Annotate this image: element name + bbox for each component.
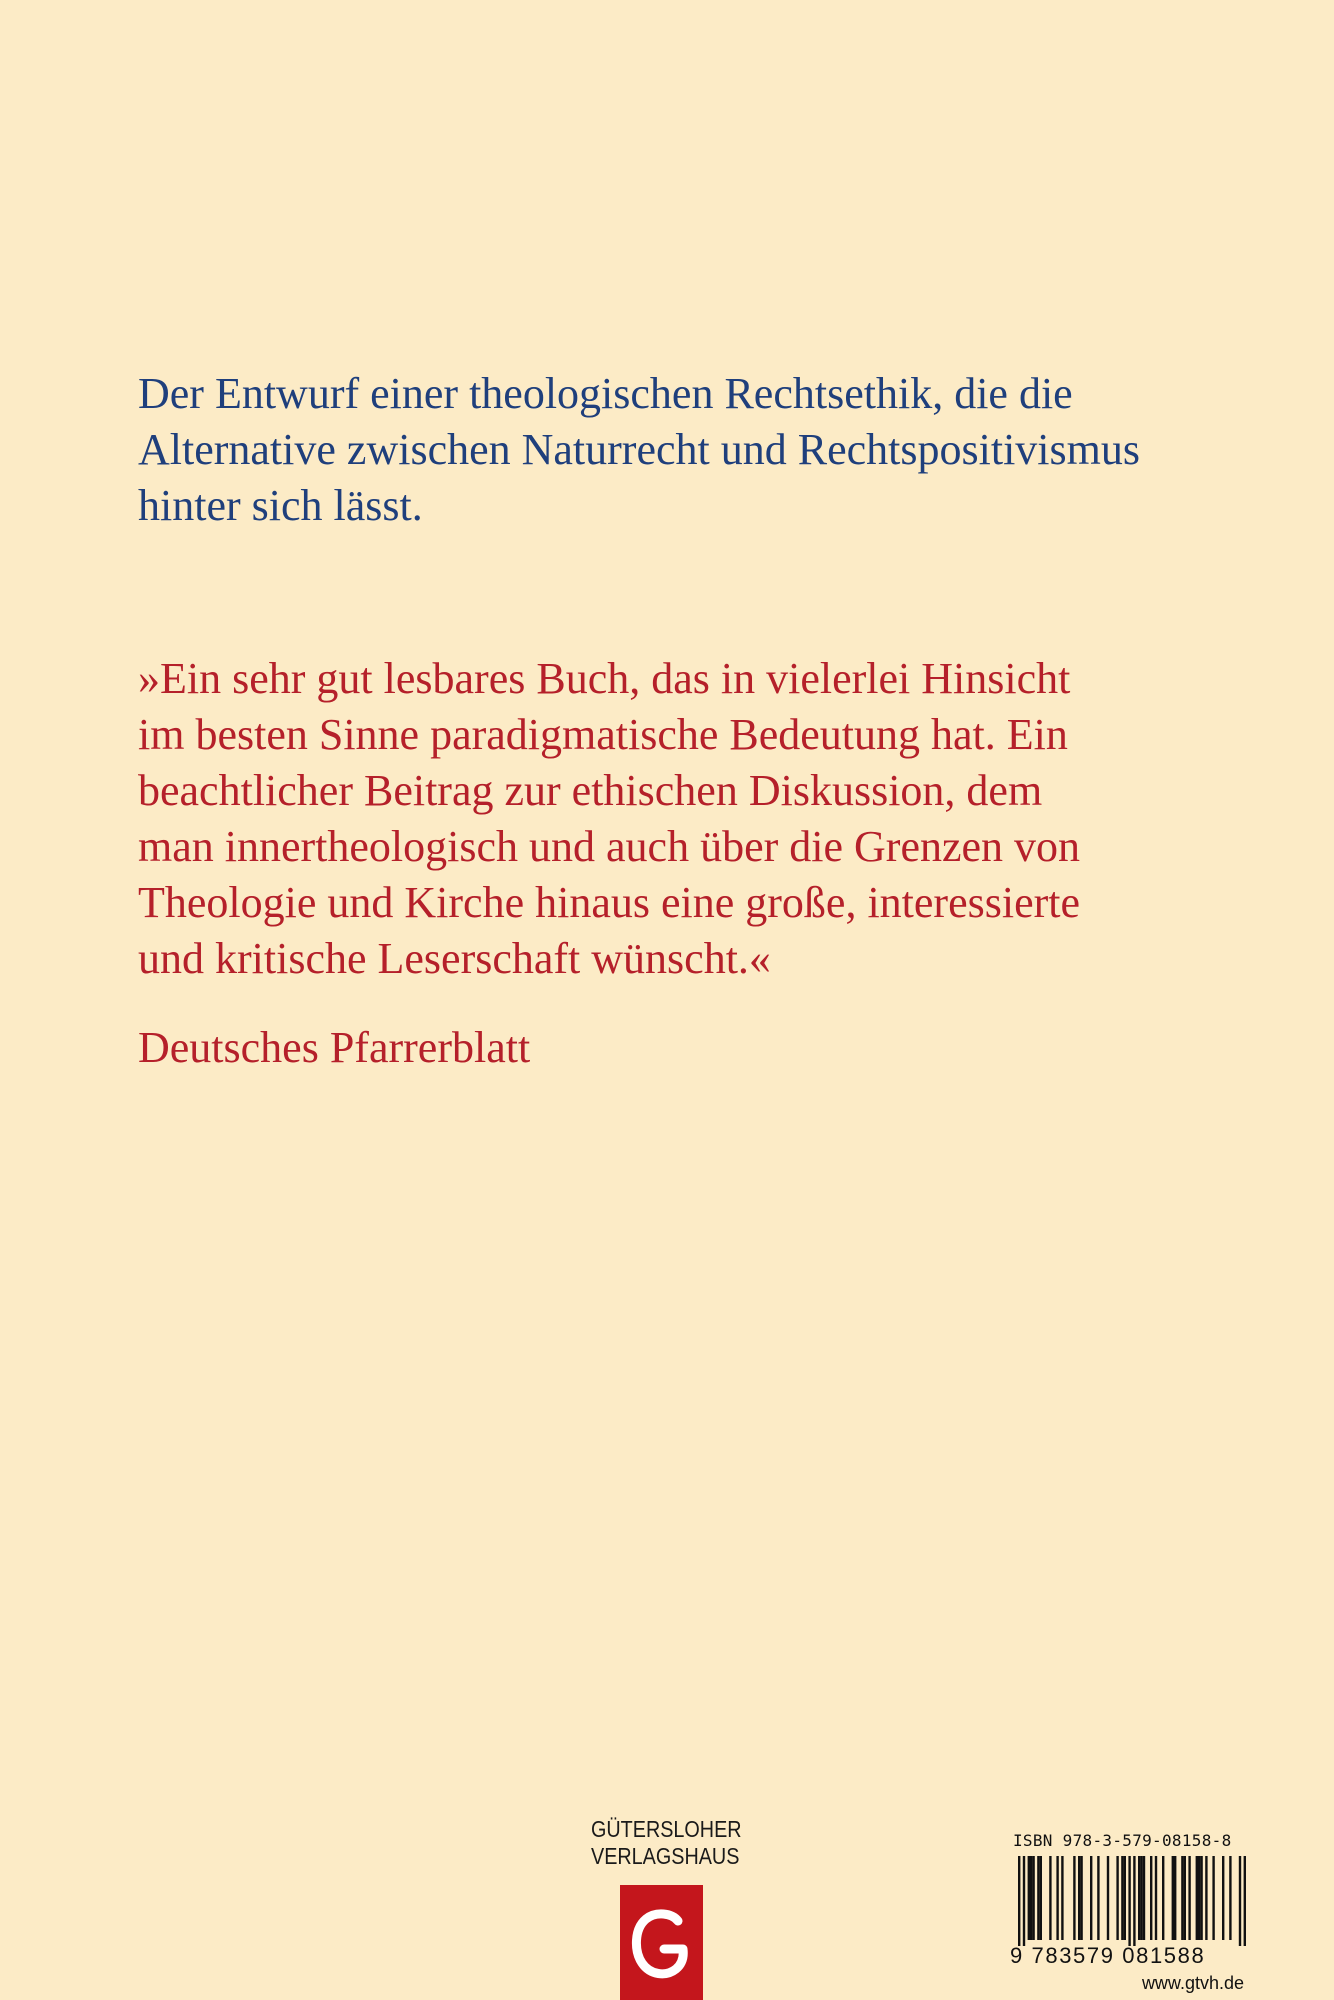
publisher-website: www.gtvh.de xyxy=(1141,1973,1244,1993)
barcode-bar xyxy=(1181,1856,1183,1940)
description-line: Alternative zwischen Naturrecht und Rechtspositivismus xyxy=(138,425,1140,474)
barcode-bar xyxy=(1229,1856,1231,1940)
barcode-bar xyxy=(1073,1856,1075,1940)
barcode-bar xyxy=(1049,1856,1051,1940)
barcode-bar xyxy=(1124,1856,1126,1940)
barcode-bar xyxy=(1140,1856,1142,1940)
barcode-bar xyxy=(1188,1856,1190,1940)
barcode-bar xyxy=(1040,1856,1042,1940)
description-line: hinter sich lässt. xyxy=(138,481,423,530)
barcode-bar xyxy=(1196,1856,1198,1940)
barcode-bar xyxy=(1032,1856,1034,1940)
barcode-bar xyxy=(1212,1856,1214,1940)
barcode-bar xyxy=(1061,1856,1063,1940)
ean-barcode xyxy=(1010,1856,1250,1946)
review-quote xyxy=(138,651,1258,987)
barcode-bar xyxy=(1028,1856,1030,1940)
quote-line: im besten Sinne paradigmatische Bedeutung hat. Ein xyxy=(138,710,1068,759)
isbn-label: ISBN 978-3-579-08158-8 xyxy=(1013,1831,1232,1850)
barcode-bar xyxy=(1090,1856,1092,1940)
barcode-bar xyxy=(1037,1856,1039,1940)
barcode-bar xyxy=(1128,1856,1130,1946)
book-description xyxy=(138,366,1258,534)
barcode-bar xyxy=(1030,1856,1032,1940)
barcode-bar xyxy=(1174,1856,1176,1940)
barcode-bar xyxy=(1239,1856,1241,1946)
quote-line: Theologie und Kirche hinaus eine große, interessierte xyxy=(138,878,1081,927)
barcode-bar xyxy=(1133,1856,1135,1946)
quote-line: »Ein sehr gut lesbares Buch, das in vielerlei Hinsicht xyxy=(138,654,1071,703)
barcode-bar xyxy=(1107,1856,1109,1940)
barcode-bar xyxy=(1198,1856,1200,1940)
quote-line: und kritische Leserschaft wünscht.« xyxy=(138,934,771,983)
barcode-bar xyxy=(1097,1856,1099,1940)
barcode-bar xyxy=(1056,1856,1058,1940)
ean-digits: 9 783579 081588 xyxy=(1010,1943,1206,1968)
publisher-logo-block xyxy=(591,1816,751,1870)
publisher-g-logo-icon xyxy=(620,1885,703,2000)
barcode-bar xyxy=(1116,1856,1118,1940)
barcode-bar xyxy=(1078,1856,1080,1940)
barcode-bar xyxy=(1184,1856,1186,1940)
description-line: Der Entwurf einer theologischen Rechtsethik, die die xyxy=(138,369,1073,418)
barcode-bar xyxy=(1080,1856,1082,1940)
barcode-bar xyxy=(1155,1856,1157,1940)
publisher-name-line2: VERLAGSHAUS xyxy=(591,1843,740,1869)
publisher-name-line1: GÜTERSLOHER xyxy=(591,1816,742,1842)
barcode-bar xyxy=(1150,1856,1152,1940)
barcode-bar xyxy=(1172,1856,1174,1940)
barcode-bar xyxy=(1200,1856,1202,1940)
barcode-bar xyxy=(1205,1856,1207,1940)
barcode-bar xyxy=(1222,1856,1224,1940)
quote-line: beachtlicher Beitrag zur ethischen Diskussion, dem xyxy=(138,766,1043,815)
barcode-bar xyxy=(1244,1856,1246,1946)
barcode-bar xyxy=(1138,1856,1140,1940)
g-logo-glyph-icon xyxy=(620,1885,703,2000)
barcode-bar xyxy=(1023,1856,1025,1946)
barcode-block xyxy=(1010,1832,1250,2000)
barcode-bar xyxy=(1162,1856,1164,1940)
barcode-bar xyxy=(1018,1856,1020,1946)
quote-line: man innertheologisch und auch über die Grenzen von xyxy=(138,822,1081,871)
barcode-bar xyxy=(1143,1856,1145,1940)
barcode-bar xyxy=(1121,1856,1123,1940)
review-source: Deutsches Pfarrerblatt xyxy=(138,1023,531,1072)
